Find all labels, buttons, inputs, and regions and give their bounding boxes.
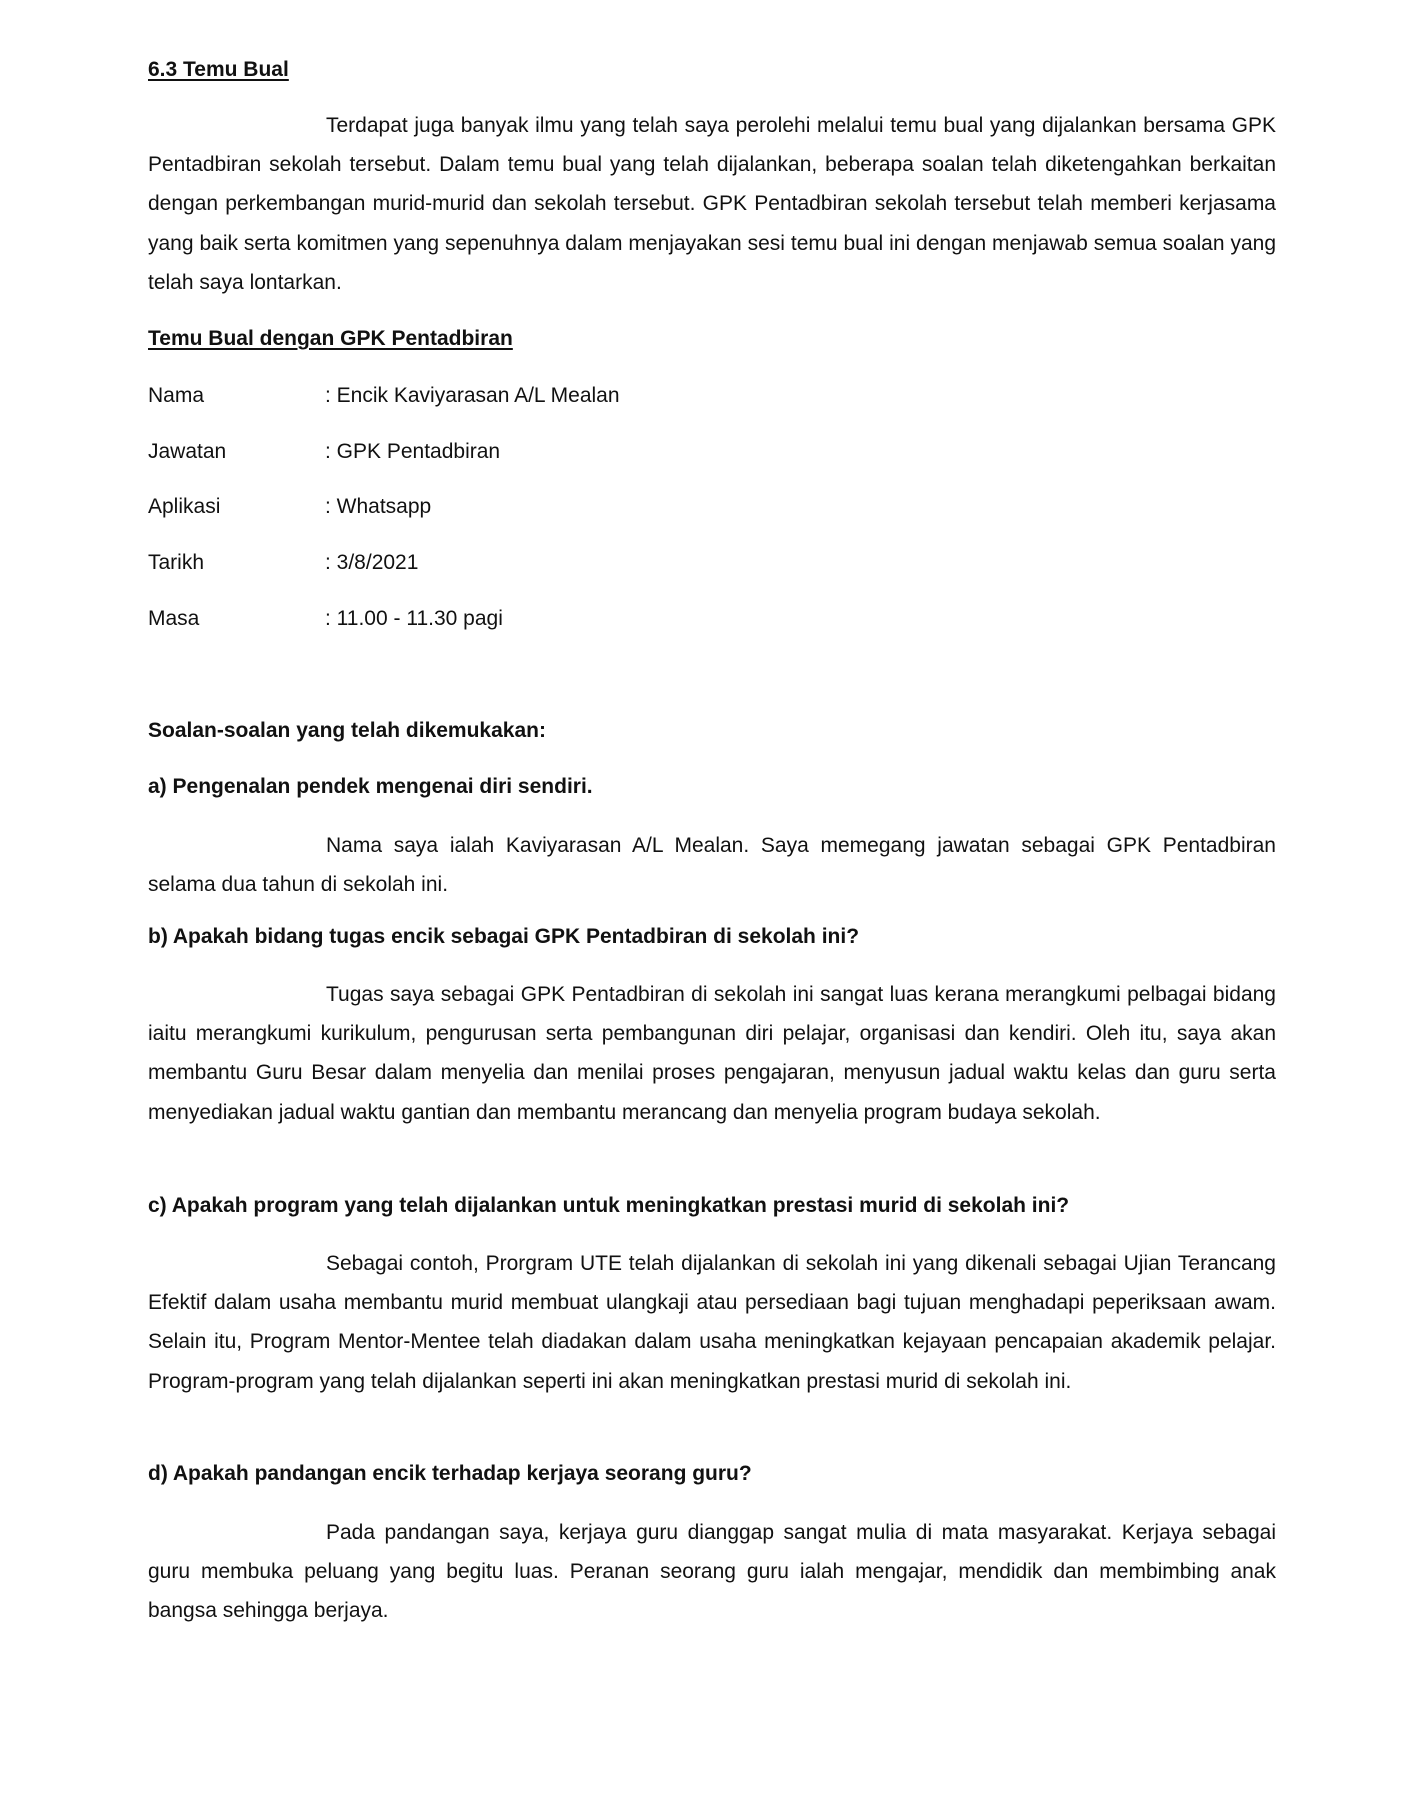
info-label: Masa xyxy=(148,607,200,630)
info-row-masa xyxy=(148,606,948,632)
section-heading: 6.3 Temu Bual xyxy=(148,58,289,81)
interview-heading: Temu Bual dengan GPK Pentadbiran xyxy=(148,327,513,350)
answer-text: Nama saya ialah Kaviyarasan A/L Mealan. Saya memegang jawatan sebagai GPK Pentadbiran selama dua tahun di sekolah ini. xyxy=(148,834,1276,897)
info-value: : Encik Kaviyarasan A/L Mealan xyxy=(325,384,620,407)
info-row-jawatan xyxy=(148,439,948,465)
question-c: c) Apakah program yang telah dijalankan untuk meningkatkan prestasi murid di sekolah ini? xyxy=(148,1194,1070,1217)
info-value: : GPK Pentadbiran xyxy=(325,440,501,463)
info-label: Nama xyxy=(148,384,205,407)
info-value: : 3/8/2021 xyxy=(325,551,419,574)
answer-d xyxy=(148,1513,1276,1631)
info-label: Tarikh xyxy=(148,551,205,574)
question-b: b) Apakah bidang tugas encik sebagai GPK Pentadbiran di sekolah ini? xyxy=(148,925,860,948)
questions-heading: Soalan-soalan yang telah dikemukakan: xyxy=(148,719,546,742)
question-a: a) Pengenalan pendek mengenai diri sendiri. xyxy=(148,775,593,798)
info-label: Jawatan xyxy=(148,440,227,463)
intro-paragraph xyxy=(148,106,1276,302)
answer-c xyxy=(148,1244,1276,1401)
info-row-nama xyxy=(148,383,948,409)
info-label: Aplikasi xyxy=(148,495,221,518)
info-value: : Whatsapp xyxy=(325,495,432,518)
answer-text: Sebagai contoh, Prorgram UTE telah dijalankan di sekolah ini yang dikenali sebagai Ujian Terancang Efektif dalam usaha membantu murid membuat ulangkaji atau persediaan bagi tujuan menghadapi peperiksaan awam. Selain itu, Program Mentor-Mentee telah diadakan dalam usaha meningkatkan kejayaan pencapaian akademik pelajar. Program-program yang telah dijalankan seperti ini akan meningkatkan prestasi murid di sekolah ini. xyxy=(148,1252,1276,1393)
info-row-aplikasi xyxy=(148,494,948,520)
info-value: : 11.00 - 11.30 pagi xyxy=(325,607,503,630)
question-d: d) Apakah pandangan encik terhadap kerjaya seorang guru? xyxy=(148,1462,752,1485)
intro-text: Terdapat juga banyak ilmu yang telah saya perolehi melalui temu bual yang dijalankan bersama GPK Pentadbiran sekolah tersebut. Dalam temu bual yang telah dijalankan, beberapa soalan telah diketengahkan berkaitan dengan perkembangan murid-murid dan sekolah tersebut. GPK Pentadbiran sekolah tersebut telah memberi kerjasama yang baik serta komitmen yang sepenuhnya dalam menjayakan sesi temu bual ini dengan menjawab semua soalan yang telah saya lontarkan. xyxy=(148,114,1276,294)
answer-text: Tugas saya sebagai GPK Pentadbiran di sekolah ini sangat luas kerana merangkumi pelbagai bidang iaitu merangkumi kurikulum, pengurusan serta pembangunan diri pelajar, organisasi dan kendiri. Oleh itu, saya akan membantu Guru Besar dalam menyelia dan menilai proses pengajaran, menyusun jadual waktu kelas dan guru serta menyediakan jadual waktu gantian dan membantu merancang dan menyelia program budaya sekolah. xyxy=(148,983,1276,1124)
info-row-tarikh xyxy=(148,550,948,576)
answer-text: Pada pandangan saya, kerjaya guru dianggap sangat mulia di mata masyarakat. Kerjaya sebagai guru membuka peluang yang begitu luas. Peranan seorang guru ialah mengajar, mendidik dan membimbing anak bangsa sehingga berjaya. xyxy=(148,1521,1276,1623)
answer-b xyxy=(148,975,1276,1132)
answer-a xyxy=(148,826,1276,904)
